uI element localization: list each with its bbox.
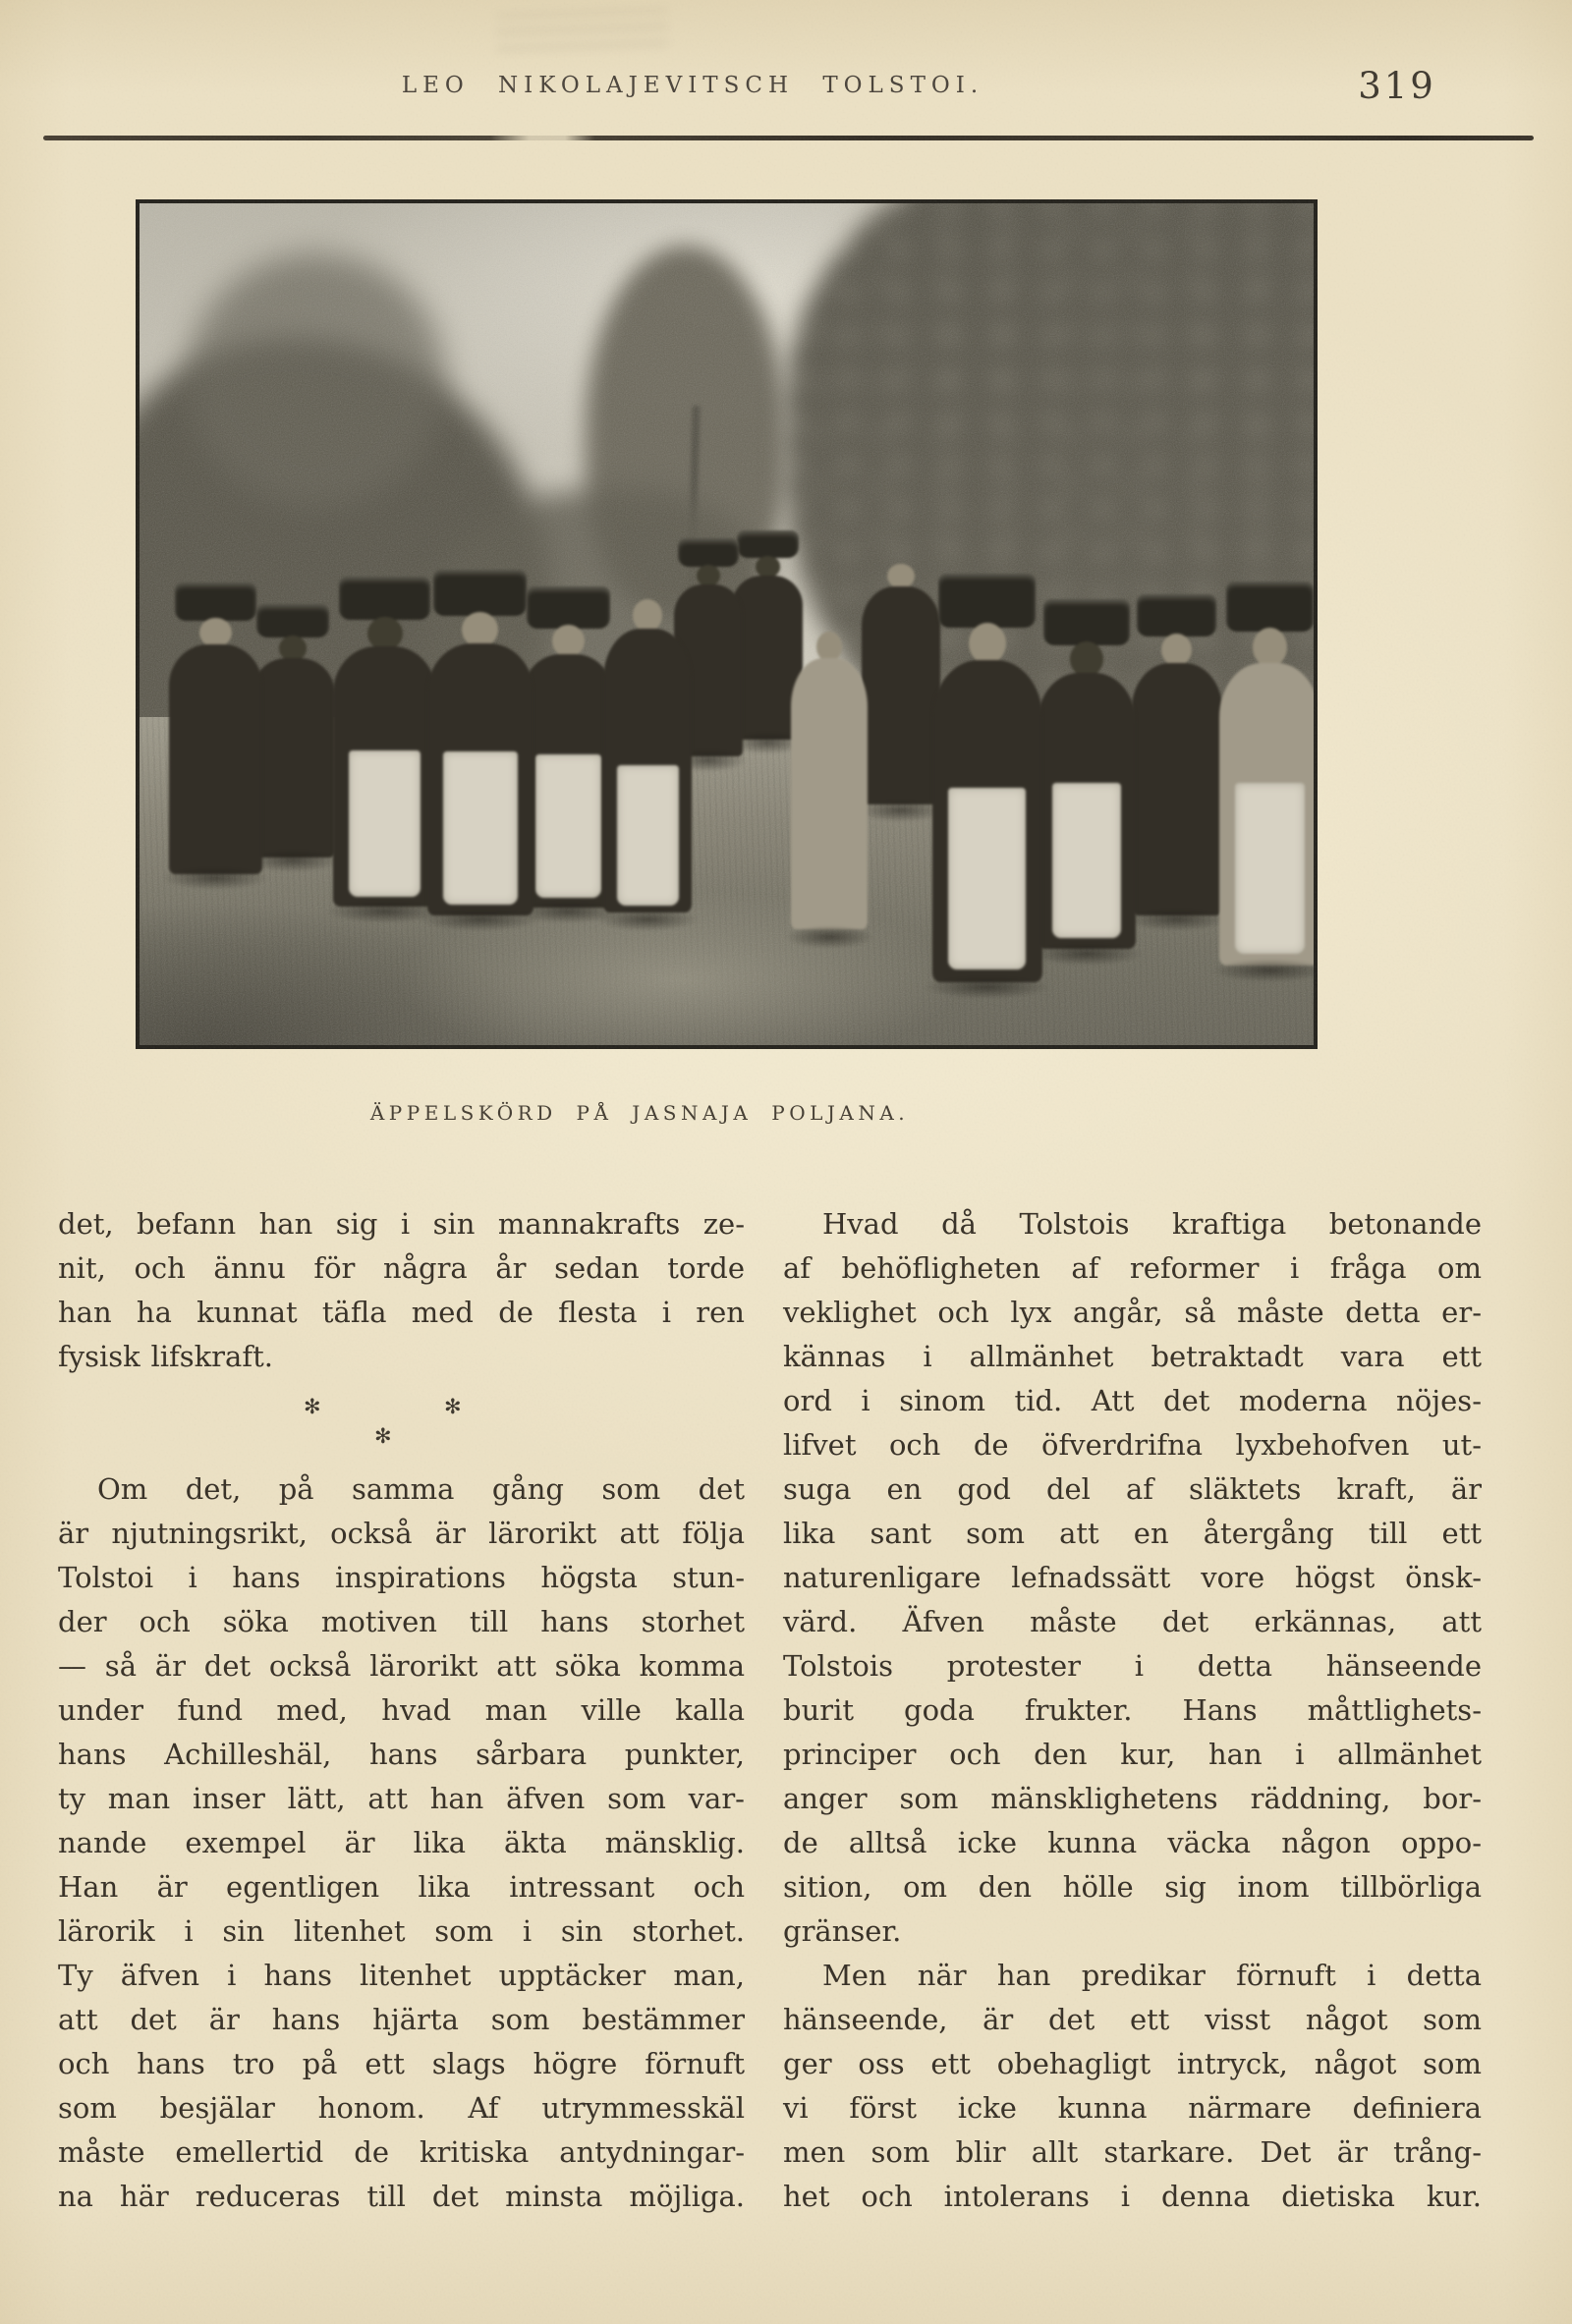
white-apron — [535, 754, 601, 897]
text-line: anger som mänsklighetens räddning, bor- — [783, 1782, 1482, 1815]
text-line: under fund med, hvad man ville kalla — [58, 1693, 745, 1727]
text-line: na här reduceras till det minsta möjliga. — [58, 2180, 745, 2213]
text-line: kännas i allmänhet betraktadt vara ett — [783, 1340, 1482, 1373]
person-head — [279, 636, 308, 661]
text-line: Han är egentligen lika intressant och — [58, 1870, 745, 1904]
person-body — [862, 586, 940, 805]
photo-person — [1132, 594, 1222, 918]
white-apron — [443, 751, 518, 905]
apple-basket — [737, 530, 799, 558]
person-head — [462, 612, 498, 647]
person-head — [756, 556, 779, 578]
text-line: suga en god del af släktets kraft, är — [783, 1472, 1482, 1506]
text-line: hans Achilleshäl, hans sårbara punkter, — [58, 1738, 745, 1771]
person-body — [791, 658, 868, 929]
text-line: principer och den kur, han i allmänhet — [783, 1738, 1482, 1771]
person-head — [552, 625, 585, 657]
text-line: naturenligare lefnadssätt vore högst önsk- — [783, 1561, 1482, 1594]
photo-figures — [140, 203, 1314, 1045]
text-column-right — [783, 1202, 1482, 2219]
photo-person — [603, 599, 692, 918]
person-head — [697, 565, 720, 587]
text-line: det, befann han sig i sin mannakrafts ze- — [58, 1207, 745, 1241]
person-head — [1253, 628, 1287, 667]
person-body — [252, 658, 335, 858]
text-line: men som blir allt starkare. Det är trång- — [783, 2135, 1482, 2169]
asterisk-separator-glyph: ✻ — [304, 1395, 321, 1418]
photo-person — [333, 577, 436, 911]
text-line: han ha kunnat täfla med de flesta i ren — [58, 1296, 745, 1329]
photograph — [136, 199, 1318, 1049]
photo-person — [427, 570, 533, 918]
text-line: gränser. — [783, 1914, 902, 1948]
text-line: sition, om den hölle sig inom tillbörliga — [783, 1870, 1482, 1904]
text-line: är njutningsrikt, också är lärorikt att följa — [58, 1517, 745, 1550]
white-apron — [1052, 783, 1121, 938]
person-head — [887, 564, 914, 588]
text-line: som besjälar honom. Af utrymmesskäl — [58, 2091, 745, 2125]
text-line: lärorik i sin litenhet som i sin storhet. — [58, 1914, 745, 1948]
text-line: och hans tro på ett slags högre förnuft — [58, 2047, 745, 2080]
asterisk-separator-glyph: ✻ — [444, 1395, 462, 1418]
text-line: fysisk lifskraft. — [58, 1340, 273, 1373]
photo-person — [1038, 599, 1136, 953]
person-head — [1070, 641, 1103, 677]
person-body — [1132, 663, 1222, 915]
text-line: vi först icke kunna närmare definiera — [783, 2091, 1482, 2125]
text-line: veklighet och lyx angår, så måste detta er- — [783, 1296, 1482, 1329]
text-line: het och intolerans i denna dietiska kur. — [783, 2180, 1482, 2213]
photo-caption: ÄPPELSKÖRD PÅ JASNAJA POLJANA. — [369, 1101, 910, 1125]
person-head — [816, 632, 843, 662]
white-apron — [948, 788, 1025, 969]
text-line: nit, och ännu för några år sedan torde — [58, 1251, 745, 1285]
text-column-left — [58, 1202, 745, 2219]
text-line: Ty äfven i hans litenhet upptäcker man, — [58, 1959, 745, 1992]
page-number: 319 — [1358, 65, 1436, 107]
person-head — [633, 599, 663, 632]
white-apron — [1235, 783, 1305, 954]
text-line: Hvad då Tolstois kraftiga betonande — [822, 1207, 1482, 1241]
photo-person — [932, 574, 1042, 986]
person-head — [367, 617, 403, 650]
apple-basket — [256, 604, 330, 637]
person-head — [199, 618, 231, 647]
photo-person — [862, 564, 940, 809]
person-head — [969, 623, 1006, 664]
text-line: Om det, på samma gång som det — [97, 1472, 745, 1506]
apple-basket — [1137, 594, 1216, 636]
apple-basket — [678, 538, 739, 567]
apple-basket — [433, 570, 527, 615]
photo-person — [791, 632, 868, 936]
text-line: lifvet och de öfverdrifna lyxbehofven ut- — [783, 1428, 1482, 1462]
text-line: ty man inser lätt, att han äfven som var- — [58, 1782, 745, 1815]
person-head — [1161, 634, 1192, 666]
text-line: burit goda frukter. Hans måttlighets- — [783, 1693, 1482, 1727]
white-apron — [349, 750, 421, 898]
text-line: de alltså icke kunna väcka någon oppo- — [783, 1826, 1482, 1859]
apple-basket — [175, 582, 257, 621]
text-line: af behöfligheten af reformer i fråga om — [783, 1251, 1482, 1285]
apple-basket — [339, 577, 429, 620]
text-line: hänseende, är det ett visst något som — [783, 2003, 1482, 2036]
text-line: lika sant som att en återgång till ett — [783, 1517, 1482, 1550]
text-line: ord i sinom tid. Att det moderna nöjes- — [783, 1384, 1482, 1417]
white-apron — [617, 765, 679, 906]
running-header: LEO NIKOLAJEVITSCH TOLSTOI. — [401, 73, 984, 98]
header-rule — [43, 136, 1534, 140]
section-separator — [58, 1379, 745, 1467]
apple-basket — [527, 586, 609, 629]
person-body — [169, 644, 262, 874]
text-line: ger oss ett obehagligt intryck, något som — [783, 2047, 1482, 2080]
text-line: att det är hans hjärta som bestämmer — [58, 2003, 745, 2036]
photo-person — [169, 582, 262, 877]
apple-basket — [1043, 599, 1130, 645]
photo-person — [521, 586, 615, 911]
text-line: Tolstois protester i detta hänseende — [783, 1649, 1482, 1683]
text-line: värd. Äfven måste det erkännas, att — [783, 1605, 1482, 1638]
text-line: Men när han predikar förnuft i detta — [822, 1959, 1482, 1992]
scan-smudge — [495, 9, 668, 58]
text-line: Tolstoi i hans inspirations högsta stun- — [58, 1561, 745, 1594]
asterisk-separator-glyph: ✻ — [374, 1424, 392, 1448]
text-line: — så är det också lärorikt att söka komma — [58, 1649, 745, 1683]
text-line: måste emellertid de kritiska antydningar- — [58, 2135, 745, 2169]
photo-person — [252, 604, 335, 859]
text-line: der och söka motiven till hans storhet — [58, 1605, 745, 1638]
photo-person — [1219, 581, 1318, 969]
apple-basket — [938, 574, 1036, 628]
apple-basket — [1226, 581, 1315, 632]
text-line: nande exempel är lika äkta mänsklig. — [58, 1826, 745, 1859]
